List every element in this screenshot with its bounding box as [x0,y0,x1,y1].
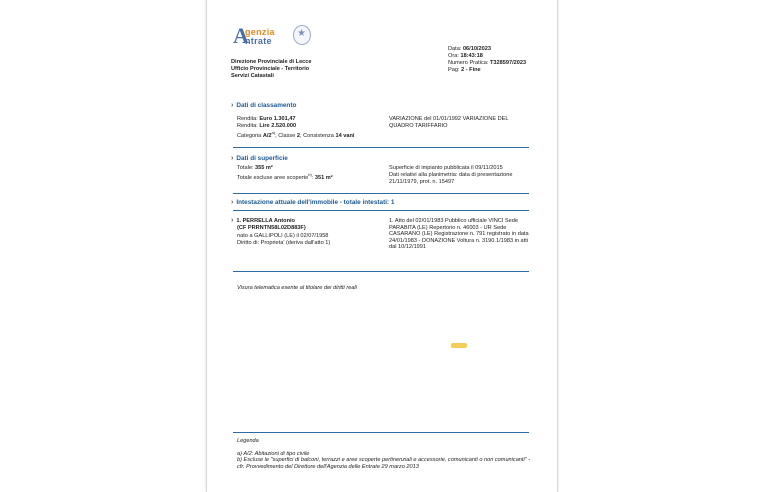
superficie-totale: Totale: 355 m² [237,165,273,171]
legenda-a: a) A/2: Abitazioni di tipo civile [237,451,310,457]
legenda-b: b) Escluse le "superfici di balconi, terrazzi e aree scoperte pertinenziali e accessorie, comunicanti o non comunicanti" - cfr. Provvedimento del Direttore dell'Agenzia delle Entrate 29 marzo 2013 [237,457,531,470]
superficie-note-1: Superficie di impianto pubblicata il 09/11/2015 [389,165,503,171]
divider-line [233,432,529,433]
section-classamento-title: › Dati di classamento [231,102,297,109]
office-line-1: Direzione Provinciale di Lecce [231,59,312,65]
owner-name: › 1. PERRELLA Antonio [231,217,295,224]
meta-date: Data: 06/10/2023 [448,46,491,52]
rendita-lire: Rendita: Lire 2.520.000 [237,123,297,129]
superficie-note-2: Dati relativi alla planimetria: data di presentazione 21/11/1979, prot. n. 15497 [389,172,513,185]
rendita-euro: Rendita: Euro 1.301,47 [237,116,296,122]
meta-page: Pag: 2 - Fine [448,67,481,73]
viewer-background-left [0,0,206,492]
divider-line [233,210,529,211]
republic-emblem-icon [293,25,311,45]
categoria-line: Categoria A/2$^{a)}$, Classe 2, Consistenza 14 vani [237,130,355,139]
office-line-2: Ufficio Provinciale - Territorio [231,66,310,72]
chevron-right-icon: › [231,199,234,206]
divider-line [233,271,529,272]
highlight-marker [451,343,467,348]
owner-cf: (CF PRRNTN58L02D883F) [237,225,306,231]
chevron-right-icon: › [231,155,234,162]
agenzia-entrate-logo: A genzia ntrate ★ [233,24,313,48]
owner-diritto: Diritto di: Proprieta' (deriva dall'atto 1) [237,240,331,246]
document-page [206,0,558,492]
atto-text: 1. Atto del 02/01/1983 Pubblico ufficiale VINCI Sede PARABITA (LE) Repertorio n. 46003 - UR Sede CASARANO (LE) Registrazione n. 791 registrato in data 24/01/1983 - DONAZIONE Voltura n. 3190.1/1983 in atti dal 10/12/1991 [389,218,529,251]
divider-line [233,147,529,148]
chevron-right-icon: › [231,102,234,109]
variazione-text: VARIAZIONE del 01/01/1992 VARIAZIONE DEL QUADRO TARIFFARIO [389,116,509,129]
section-intestazione-title: › Intestazione attuale dell'immobile - totale intestati: 1 [231,199,395,206]
meta-time: Ora: 18:43:18 [448,53,483,59]
legenda-title: Legenda [237,438,259,444]
superficie-escluse: Totale escluse aree scoperte$^{b)}$: 351 m² [237,172,333,181]
owner-birth: nato a GALLIPOLI (LE) il 02/07/1958 [237,233,329,239]
visura-note: Visura telematica esente al titolare dei diritti reali [237,285,357,291]
section-superficie-title: › Dati di superficie [231,155,288,162]
office-line-3: Servizi Catastali [231,73,274,79]
viewer-background-right [556,0,764,492]
chevron-right-icon: › [231,217,234,224]
meta-practice: Numero Pratica: T328597/2023 [448,60,527,66]
divider-line [233,193,529,194]
